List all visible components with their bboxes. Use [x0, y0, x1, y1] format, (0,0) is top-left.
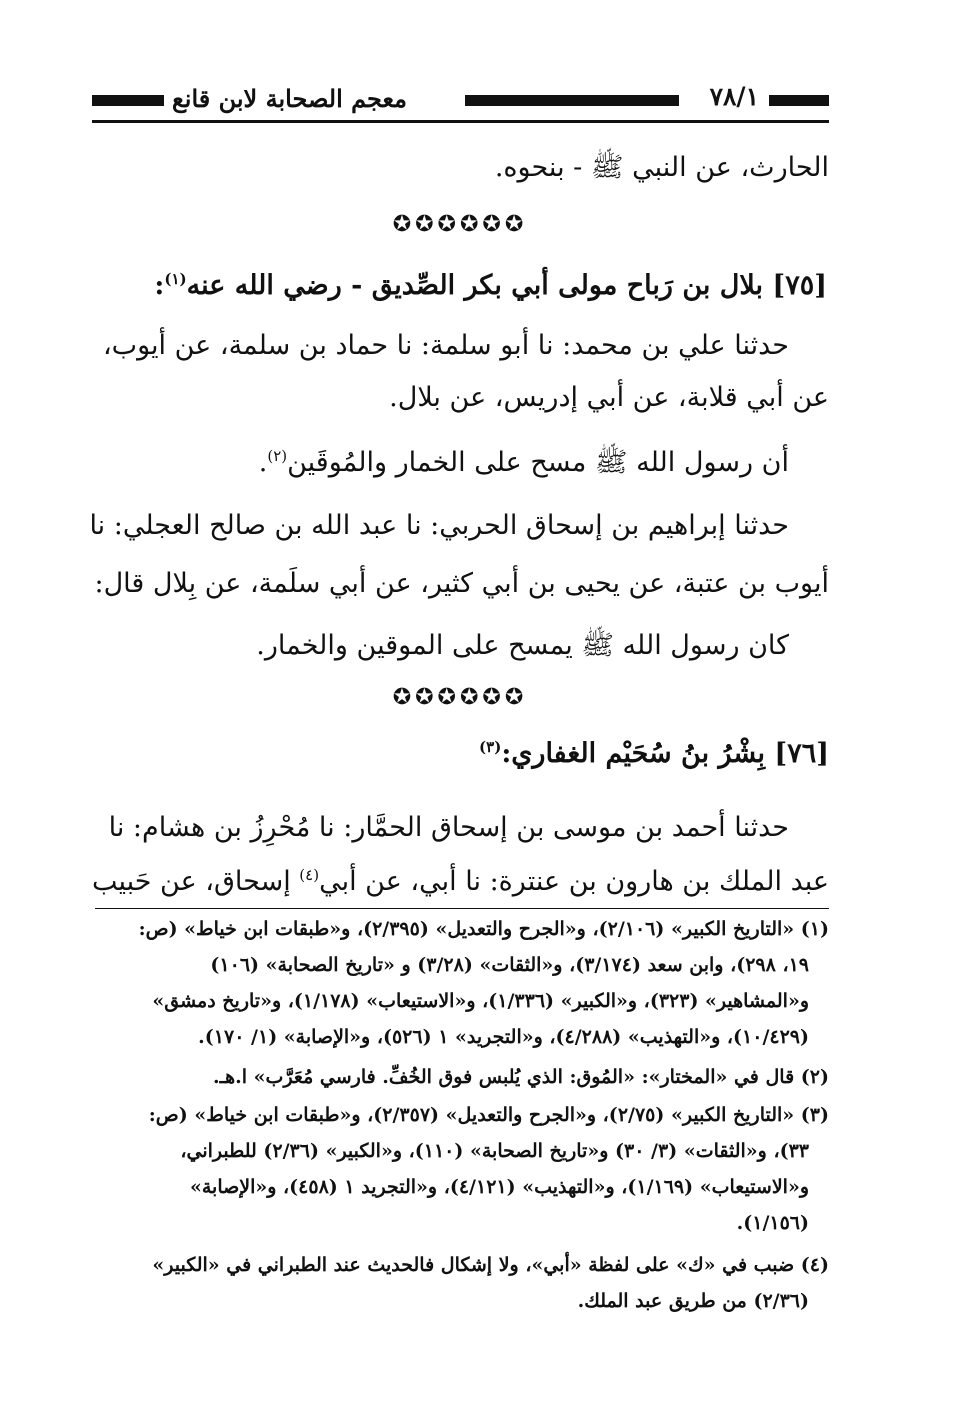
body-line: حدثنا أحمد بن موسى بن إسحاق الحمَّار: نا مُحْرِزُ بن هشام: نا [108, 812, 789, 843]
body-line: حدثنا إبراهيم بن إسحاق الحربي: نا عبد الله بن صالح العجلي: نا [89, 510, 789, 541]
book-title: معجم الصحابة لابن قانع [172, 84, 407, 113]
heading-colon: : [154, 270, 165, 301]
body-line: كان رسول الله ﷺ يمسح على الموقين والخمار. [256, 630, 789, 661]
body-line: حدثنا علي بن محمد: نا أبو سلمة: نا حماد بن سلمة، عن أيوب، [102, 330, 789, 361]
header-rule [92, 120, 829, 123]
footnote-line: و«الاستيعاب» (١/١٦٩)، و«التهذيب» (٤/١٢١)، و«التجريد ١ (٤٥٨)، و«الإصابة» [189, 1176, 809, 1198]
section-separator: ✪✪✪✪✪✪ [392, 212, 528, 237]
body-line: الحارث، عن النبي ﷺ - بنحوه. [494, 152, 829, 183]
entry-heading-text: [٧٥] بلال بن رَباح مولى أبي بكر الصِّديق - رضي الله عنه [186, 270, 827, 301]
entry-heading [149, 738, 829, 769]
heading-colon: : [501, 738, 512, 769]
isnad-text-end: إسحاق، عن حَبيب [91, 866, 300, 897]
body-line [91, 866, 829, 897]
footnote-line: (١) «التاريخ الكبير» (٢/١٠٦)، و«الجرح والتعديل» (٢/٣٩٥)، و«طبقات ابن خياط» (ص: [138, 918, 829, 940]
footnote-ref: (٣) [479, 738, 502, 756]
header-bar-middle [465, 95, 679, 106]
header-bar-right [769, 95, 829, 106]
section-separator: ✪✪✪✪✪✪ [392, 685, 528, 710]
footnote-ref: (٢) [267, 447, 288, 465]
body-line: أيوب بن عتبة، عن يحيى بن أبي كثير، عن أبي سلَمة، عن بِلال قال: [94, 568, 829, 599]
footnote-line: (١٠/٤٢٩)، و«التهذيب» (٤/٢٨٨)، و«التجريد» ١ (٥٢٦)، و«الإصابة» (١/ ١٧٠). [198, 1026, 809, 1048]
running-header [92, 82, 829, 120]
body-line: عن أبي قلابة، عن أبي إدريس، عن بلال. [389, 382, 829, 413]
isnad-text: عبد الملك بن هارون بن عنترة: نا أبي، عن أبي [319, 866, 829, 897]
footnote-line: و«المشاهير» (٣٢٣)، و«الكبير» (١/٣٣٦)، و«الاستيعاب» (١/١٧٨)، و«تاريخ دمشق» [152, 990, 809, 1012]
footnote-line: (٣) «التاريخ الكبير» (٢/٧٥)، و«الجرح والتعديل» (٢/٣٥٧)، و«طبقات ابن خياط» (ص: [148, 1104, 829, 1126]
footnote-ref: (٤) [299, 866, 320, 884]
body-line [109, 445, 789, 485]
footnote-ref: (١) [164, 270, 187, 288]
footnote-line: (٢) قال في «المختار»: «المُوق: الذي يُلبس فوق الخُفِّ. فارسي مُعَرَّب» ا.هـ. [212, 1066, 829, 1088]
entry-heading [147, 270, 827, 301]
footnote-rule [95, 908, 829, 909]
page-number: ٧٨/١ [709, 82, 759, 111]
matn-text: أن رسول الله ﷺ مسح على الخمار والمُوقَين [287, 447, 789, 478]
footnote-line: (٤) ضبب في «ك» على لفظة «أبي»، ولا إشكال فالحديث عند الطبراني في «الكبير» [152, 1254, 829, 1276]
footnote-line: ٣٣)، و«الثقات» (٣/ ٣٠) و«تاريخ الصحابة» (١١٠)، و«الكبير» (٢/٣٦) للطبراني، [180, 1140, 809, 1162]
header-bar-left [92, 95, 164, 106]
footnote-line: ١٩، ٢٩٨)، وابن سعد (٣/١٧٤)، و«الثقات» (٣/٢٨) و «تاريخ الصحابة» (١٠٦) [210, 954, 809, 976]
footnote-line: (١/١٥٦). [736, 1212, 809, 1234]
entry-heading-text: [٧٦] بِشْرُ بنُ سُحَيْم الغفاري [511, 738, 829, 769]
footnote-line: (٢/٣٦) من طريق عبد الملك. [577, 1290, 809, 1312]
matn-end: . [258, 447, 268, 478]
